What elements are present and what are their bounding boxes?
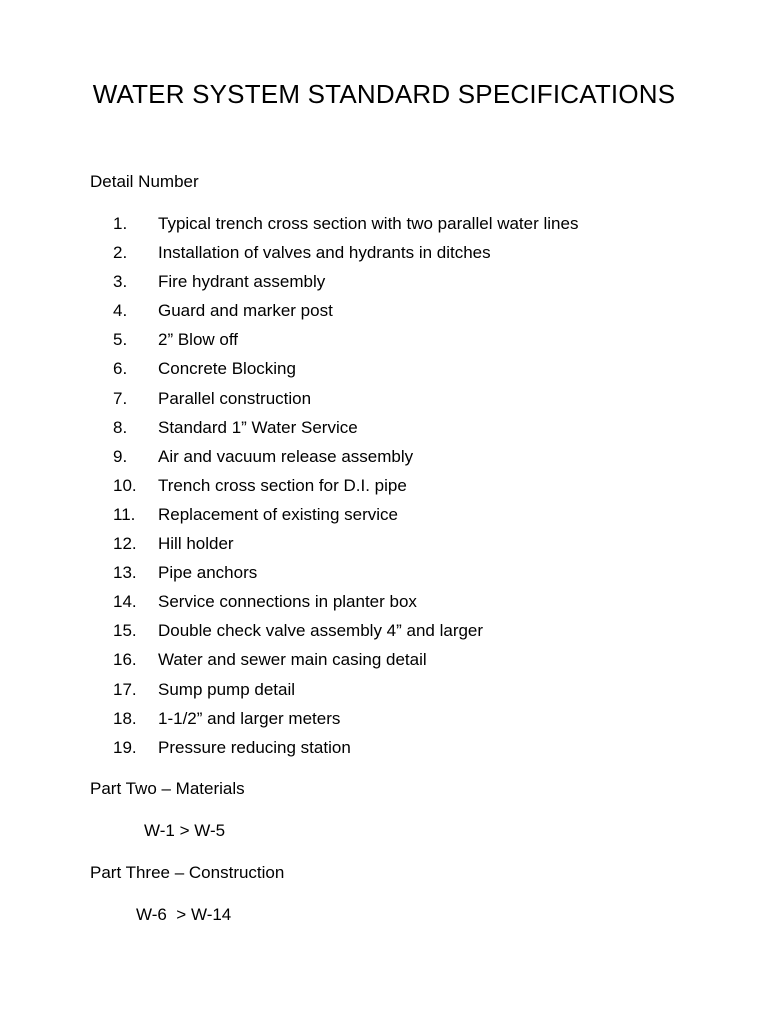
list-item xyxy=(0,590,768,619)
item-number: 17. xyxy=(113,679,137,699)
item-number: 19. xyxy=(113,737,137,757)
list-item xyxy=(0,299,768,328)
detail-number-heading: Detail Number xyxy=(90,172,199,191)
item-number: 18. xyxy=(113,708,137,728)
item-number: 5. xyxy=(113,330,128,350)
item-text: Installation of valves and hydrants in ditches xyxy=(158,243,491,263)
item-number: 13. xyxy=(113,563,137,583)
detail-list xyxy=(0,212,768,765)
item-number: 1. xyxy=(113,214,128,233)
item-text: 2” Blow off xyxy=(158,330,239,350)
item-text: Hill holder xyxy=(158,534,234,554)
item-text: Pipe anchors xyxy=(158,563,258,583)
item-text: Trench cross section for D.I. pipe xyxy=(158,475,407,495)
item-text: Fire hydrant assembly xyxy=(158,272,326,292)
list-item xyxy=(0,241,768,270)
list-item xyxy=(0,532,768,561)
item-number: 10. xyxy=(113,475,137,495)
list-item xyxy=(0,328,768,357)
list-item xyxy=(0,503,768,532)
list-item xyxy=(0,707,768,736)
list-item xyxy=(0,619,768,648)
item-text: Concrete Blocking xyxy=(158,359,296,379)
part-three-range: W-6 > W-14 xyxy=(136,905,232,924)
list-item xyxy=(0,678,768,707)
item-text: Pressure reducing station xyxy=(158,737,351,757)
item-text: Guard and marker post xyxy=(158,301,333,321)
item-number: 12. xyxy=(113,534,137,554)
item-number: 7. xyxy=(113,388,128,408)
part-three-heading: Part Three – Construction xyxy=(90,863,285,882)
item-number: 16. xyxy=(113,650,137,670)
item-number: 4. xyxy=(113,301,128,321)
item-number: 3. xyxy=(113,272,128,292)
item-number: 14. xyxy=(113,592,137,612)
item-text: Typical trench cross section with two parallel water lines xyxy=(158,214,579,233)
part-two-range: W-1 > W-5 xyxy=(144,821,226,840)
item-text: Service connections in planter box xyxy=(158,592,417,612)
list-item xyxy=(0,270,768,299)
item-text: Parallel construction xyxy=(158,388,312,408)
list-item xyxy=(0,561,768,590)
item-text: Sump pump detail xyxy=(158,679,296,699)
item-text: 1-1/2” and larger meters xyxy=(158,708,341,728)
list-item xyxy=(0,416,768,445)
item-number: 6. xyxy=(113,359,128,379)
list-item xyxy=(0,736,768,765)
page-title: WATER SYSTEM STANDARD SPECIFICATIONS xyxy=(92,79,676,109)
list-item xyxy=(0,387,768,416)
item-number: 2. xyxy=(113,243,128,263)
list-item xyxy=(0,212,768,241)
list-item xyxy=(0,357,768,386)
item-number: 11. xyxy=(113,504,136,524)
item-text: Air and vacuum release assembly xyxy=(158,446,414,466)
list-item xyxy=(0,474,768,503)
list-item xyxy=(0,445,768,474)
item-text: Double check valve assembly 4” and larger xyxy=(158,621,484,641)
list-item xyxy=(0,648,768,677)
item-number: 8. xyxy=(113,417,128,437)
part-two-heading: Part Two – Materials xyxy=(90,779,245,798)
item-text: Water and sewer main casing detail xyxy=(158,650,427,670)
item-text: Standard 1” Water Service xyxy=(158,417,358,437)
item-number: 9. xyxy=(113,446,128,466)
item-number: 15. xyxy=(113,621,137,641)
item-text: Replacement of existing service xyxy=(158,504,399,524)
